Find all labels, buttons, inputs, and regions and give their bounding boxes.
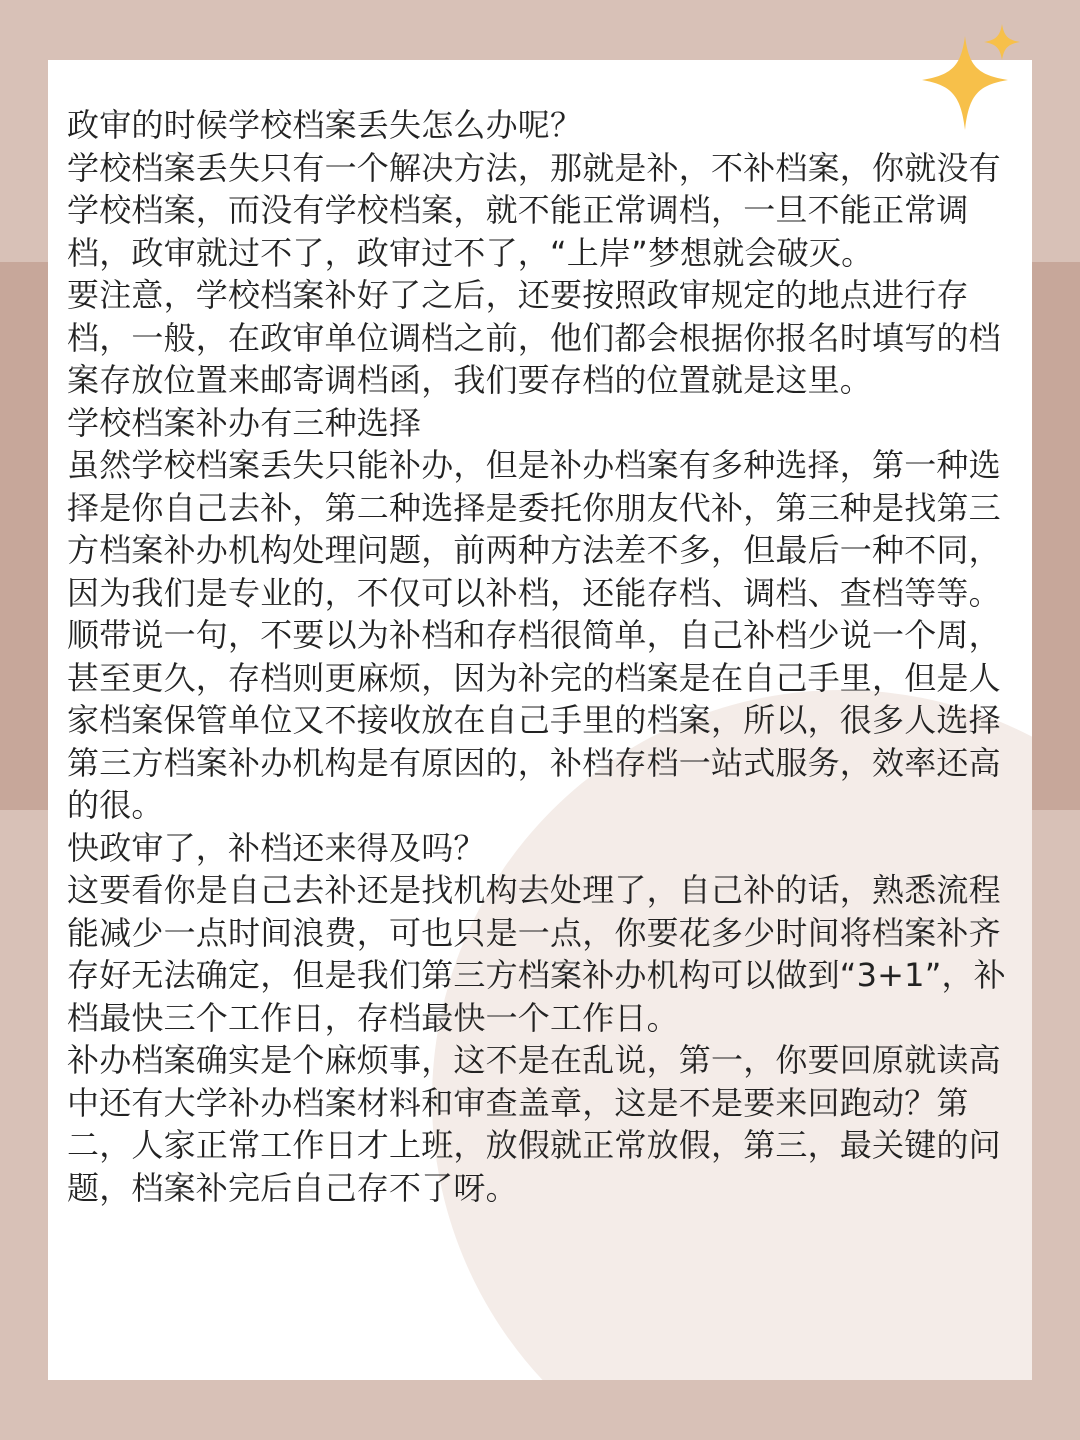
paragraph-2: 要注意，学校档案补好了之后，还要按照政审规定的地点进行存档，一般，在政审单位调档之前，他们都会根据你报名时填写的档案存放位置来邮寄调档函，我们要存档的位置就是这里。 — [67, 276, 1001, 399]
paragraph-5: 这要看你是自己去补还是找机构去处理了，自己补的话，熟悉流程能减少一点时间浪费，可也只是一点，你要花多少时间将档案补齐存好无法确定，但是我们第三方档案补办机构可以做到“3+1”，补档最快三个工作日，存档最快一个工作日。 — [67, 871, 1006, 1037]
right-side-band — [1030, 262, 1080, 810]
small-sparkle-icon — [984, 24, 1020, 60]
section-heading-timing: 快政审了，补档还来得及吗？ — [67, 828, 486, 867]
paragraph-4: 顺带说一句，不要以为补档和存档很简单，自己补档少说一个周，甚至更久，存档则更麻烦，因为补完的档案是在自己手里，但是人家档案保管单位又不接收放在自己手里的档案，所以，很多人选择第三方档案补办机构是有原因的，补档存档一站式服务，效率还高的很。 — [67, 616, 1001, 824]
article-content — [67, 104, 1025, 1209]
paragraph-1: 学校档案丢失只有一个解决方法，那就是补，不补档案，你就没有学校档案，而没有学校档案，就不能正常调档，一旦不能正常调档，政审就过不了，政审过不了，“上岸”梦想就会破灭。 — [67, 148, 1001, 272]
left-side-band — [0, 262, 50, 810]
section-heading-options: 学校档案补办有三种选择 — [67, 403, 422, 442]
paragraph-6: 补办档案确实是个麻烦事，这不是在乱说，第一，你要回原就读高中还有大学补办档案材料和审查盖章，这是不是要来回跑动？第二，人家正常工作日才上班，放假就正常放假，第三，最关键的问题，档案补完后自己存不了呀。 — [67, 1041, 1001, 1207]
sparkle-icon — [920, 22, 1030, 142]
article-card — [48, 60, 1032, 1380]
large-sparkle-icon — [922, 36, 1008, 130]
paragraph-3: 虽然学校档案丢失只能补办，但是补办档案有多种选择，第一种选择是你自己去补，第二种选择是委托你朋友代补，第三种是找第三方档案补办机构处理问题，前两种方法差不多，但最后一种不同，因为我们是专业的，不仅可以补档，还能存档、调档、查档等等。 — [67, 446, 1001, 612]
article-title: 政审的时候学校档案丢失怎么办呢？ — [67, 106, 583, 144]
